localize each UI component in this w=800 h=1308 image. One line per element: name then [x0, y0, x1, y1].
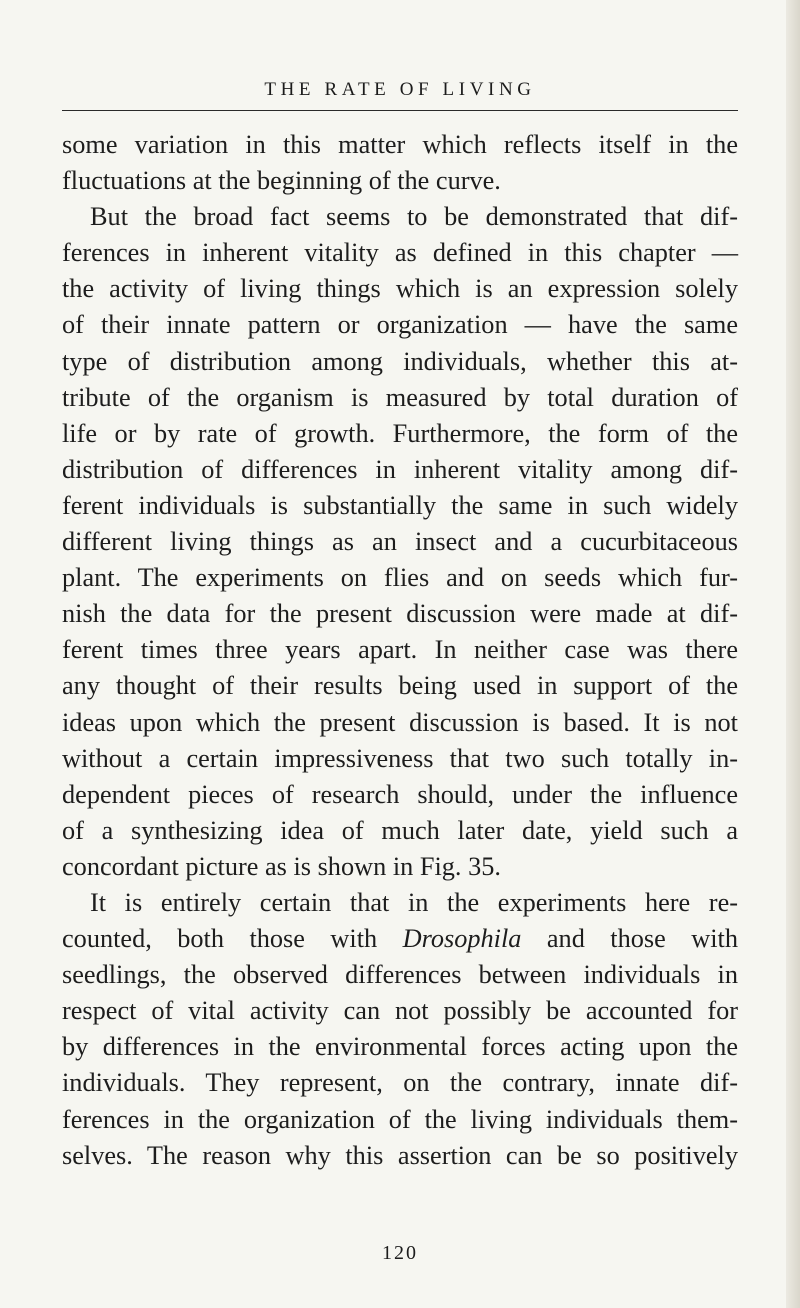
text-line: But the broad fact seems to be demonstrated that dif- [90, 202, 738, 232]
text-line-with-italic: counted, both those with Drosophila and those with [62, 924, 738, 954]
text-line: some variation in this matter which reflects itself in the [62, 130, 738, 159]
text-line: distribution of differences in inherent vitality among dif- [62, 454, 738, 484]
text-line: selves. The reason why this assertion can be so positively [62, 1140, 738, 1170]
text-line: life or by rate of growth. Furthermore, the form of the [62, 418, 738, 448]
text-line: respect of vital activity can not possibly be accounted for [62, 996, 738, 1026]
text-line: dependent pieces of research should, under the influence [62, 779, 738, 809]
text-line: ferent individuals is substantially the same in such widely [62, 490, 738, 520]
text-line: concordant picture as is shown in Fig. 35. [62, 851, 501, 881]
text-line: any thought of their results being used in support of the [62, 671, 738, 701]
text-line: of their innate pattern or organization — have the same [62, 310, 738, 340]
text-line: seedlings, the observed differences between individuals in [62, 960, 738, 990]
text-line: of a synthesizing idea of much later date, yield such a [62, 815, 738, 845]
text-line: nish the data for the present discussion were made at dif- [62, 599, 738, 629]
text-line: type of distribution among individuals, whether this at- [62, 346, 738, 376]
text-line: individuals. They represent, on the contrary, innate dif- [62, 1068, 738, 1098]
italic-term: Drosophila [402, 924, 522, 954]
header-rule [62, 110, 738, 111]
text-line: plant. The experiments on flies and on seeds which fur- [62, 563, 738, 593]
body-text [62, 127, 738, 1174]
text-line: by differences in the environmental forces acting upon the [62, 1032, 738, 1062]
text-line: ferences in the organization of the living individuals them- [62, 1104, 738, 1134]
text-line: ferences in inherent vitality as defined in this chapter — [62, 238, 738, 268]
text-line: different living things as an insect and a cucurbitaceous [62, 527, 738, 557]
text-line: It is entirely certain that in the experiments here re- [90, 887, 738, 917]
text-line: the activity of living things which is an expression solely [62, 274, 738, 304]
text-line: without a certain impressiveness that two such totally in- [62, 743, 738, 773]
text-line: tribute of the organism is measured by total duration of [62, 382, 738, 412]
running-head: THE RATE OF LIVING [264, 79, 536, 100]
page-edge [786, 0, 800, 1308]
text-line: fluctuations at the beginning of the curve. [62, 166, 501, 196]
text-line: ideas upon which the present discussion is based. It is not [62, 707, 738, 737]
page-number: 120 [382, 1242, 418, 1264]
text-line: ferent times three years apart. In neither case was there [62, 635, 738, 665]
